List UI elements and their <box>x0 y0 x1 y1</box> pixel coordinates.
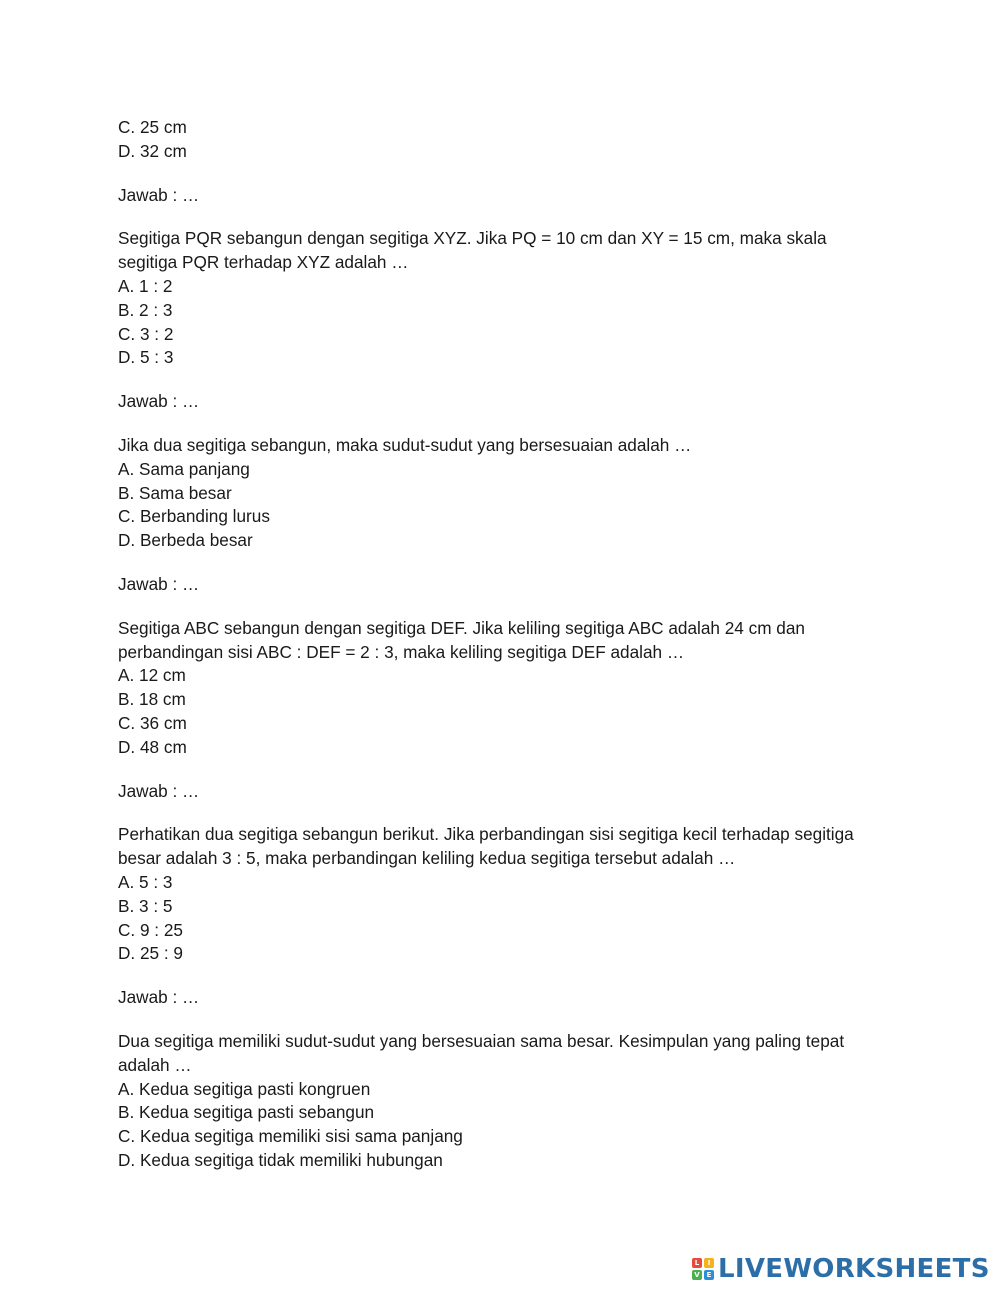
logo-block-l: L <box>692 1258 702 1268</box>
logo-block-e: E <box>704 1270 714 1280</box>
option-c: C. 9 : 25 <box>118 919 183 940</box>
question-block <box>118 1030 888 1173</box>
logo-block-i: I <box>704 1258 714 1268</box>
option-d: D. 48 cm <box>118 736 187 757</box>
question-block <box>118 823 888 1010</box>
option-d: D. Berbeda besar <box>118 530 253 551</box>
worksheet-content <box>118 116 888 1173</box>
option-c: C. Kedua segitiga memiliki sisi sama panjang <box>118 1126 463 1147</box>
liveworksheets-logo <box>692 1254 990 1284</box>
logo-text: LIVEWORKSHEETS <box>718 1254 990 1284</box>
answer-line: Jawab : … <box>118 391 200 412</box>
option-a: A. 1 : 2 <box>118 275 173 296</box>
option-c: C. 36 cm <box>118 712 187 733</box>
option-b: B. 2 : 3 <box>118 299 173 320</box>
logo-block-v: V <box>692 1270 702 1280</box>
question-text: Jika dua segitiga sebangun, maka sudut-sudut yang bersesuaian adalah … <box>118 434 692 455</box>
answer-line: Jawab : … <box>118 573 200 594</box>
question-text: Segitiga ABC sebangun dengan segitiga DEF. Jika keliling segitiga ABC adalah 24 cm dan perbandingan sisi ABC : DEF = 2 : 3, maka keliling segitiga DEF adalah … <box>118 617 805 662</box>
previous-question-tail <box>118 116 888 207</box>
question-text: Perhatikan dua segitiga sebangun berikut. Jika perbandingan sisi segitiga kecil terhadap segitiga besar adalah 3 : 5, maka perbandingan keliling kedua segitiga tersebut adalah … <box>118 824 854 869</box>
option-b: B. 18 cm <box>118 689 186 710</box>
question-block <box>118 227 888 414</box>
question-text: Segitiga PQR sebangun dengan segitiga XYZ. Jika PQ = 10 cm dan XY = 15 cm, maka skala segitiga PQR terhadap XYZ adalah … <box>118 228 827 273</box>
option-a: A. Kedua segitiga pasti kongruen <box>118 1078 371 1099</box>
option-d: D. 5 : 3 <box>118 347 174 368</box>
logo-blocks-icon <box>692 1258 714 1280</box>
option-b: B. Kedua segitiga pasti sebangun <box>118 1102 375 1123</box>
answer-line: Jawab : … <box>118 184 200 205</box>
option-d: D. Kedua segitiga tidak memiliki hubungan <box>118 1149 443 1170</box>
question-block <box>118 434 888 597</box>
option-c: C. 25 cm <box>118 117 187 137</box>
option-c: C. Berbanding lurus <box>118 506 270 527</box>
option-a: A. 12 cm <box>118 665 186 686</box>
question-text: Dua segitiga memiliki sudut-sudut yang bersesuaian sama besar. Kesimpulan yang paling tepat adalah … <box>118 1030 845 1075</box>
option-d: D. 32 cm <box>118 140 187 161</box>
option-a: A. 5 : 3 <box>118 871 173 892</box>
answer-line: Jawab : … <box>118 987 200 1008</box>
question-block <box>118 617 888 804</box>
option-c: C. 3 : 2 <box>118 323 174 344</box>
option-a: A. Sama panjang <box>118 458 250 479</box>
option-d: D. 25 : 9 <box>118 943 183 964</box>
option-b: B. 3 : 5 <box>118 895 173 916</box>
option-b: B. Sama besar <box>118 482 232 503</box>
answer-line: Jawab : … <box>118 780 200 801</box>
